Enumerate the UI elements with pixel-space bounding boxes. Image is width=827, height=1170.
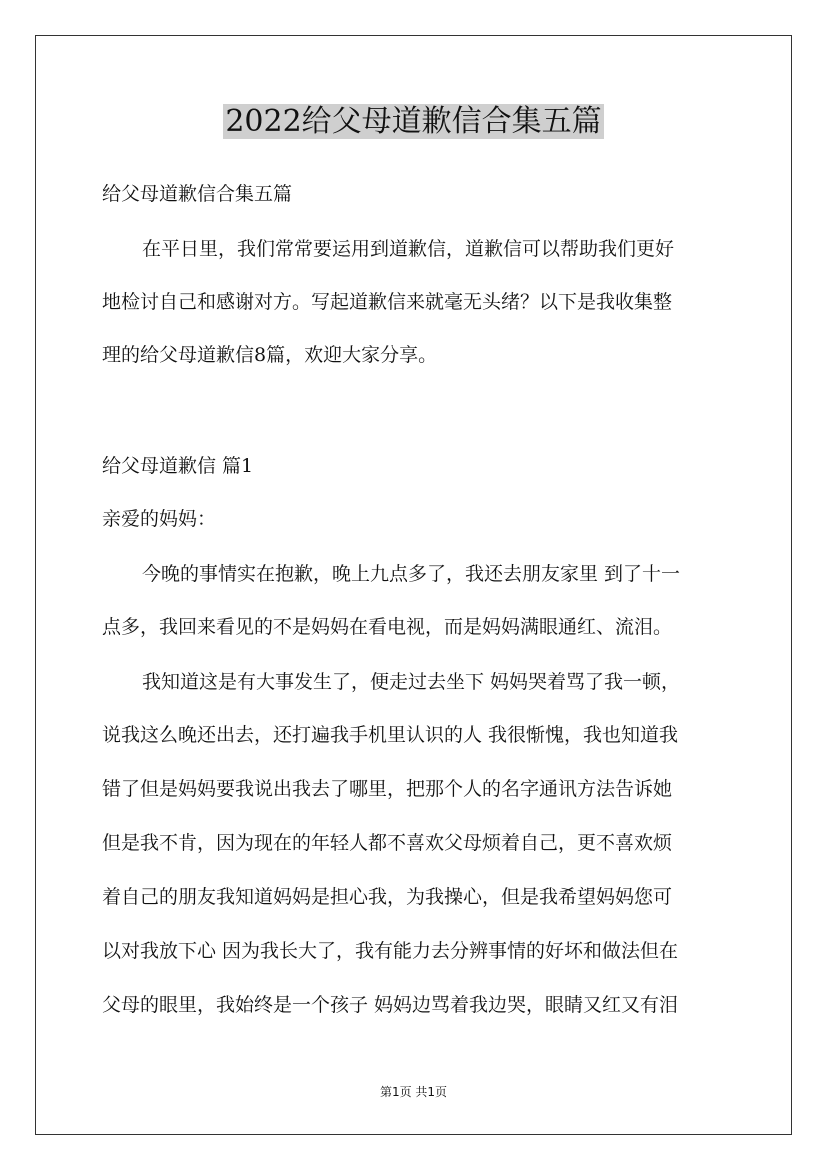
salutation: 亲爱的妈妈： (102, 508, 217, 530)
body-line-3: 我知道这是有大事发生了，便走过去坐下 妈妈哭着骂了我一顿， (142, 671, 681, 693)
body-line-8: 以对我放下心 因为我长大了，我有能力去分辨事情的好坏和做法但在 (102, 940, 679, 962)
document-title-text: 2022给父母道歉信合集五篇 (225, 104, 602, 139)
section-heading: 给父母道歉信 篇1 (102, 455, 254, 477)
body-line-6: 但是我不肯，因为现在的年轻人都不喜欢父母烦着自己，更不喜欢烦 (102, 832, 673, 854)
subtitle-line: 给父母道歉信合集五篇 (102, 183, 293, 205)
body-line-1: 今晚的事情实在抱歉，晚上九点多了，我还去朋友家里 到了十一 (142, 563, 681, 585)
page-footer: 第1页 共1页 (379, 1085, 448, 1099)
body-line-2: 点多，我回来看见的不是妈妈在看电视，而是妈妈满眼通红、流泪。 (102, 616, 673, 638)
document-title (0, 100, 827, 144)
body-line-4: 说我这么晚还出去，还打遍我手机里认识的人 我很惭愧，我也知道我 (102, 724, 679, 746)
intro-line-3: 理的给父母道歉信8篇，欢迎大家分享。 (102, 344, 438, 366)
intro-line-2: 地检讨自己和感谢对方。写起道歉信来就毫无头绪？以下是我收集整 (102, 291, 673, 313)
body-line-9: 父母的眼里，我始终是一个孩子 妈妈边骂着我边哭，眼睛又红又有泪 (102, 994, 679, 1016)
body-line-5: 错了但是妈妈要我说出我去了哪里，把那个人的名字通讯方法告诉她 (102, 778, 673, 800)
body-line-7: 着自己的朋友我知道妈妈是担心我，为我操心，但是我希望妈妈您可 (102, 886, 673, 908)
intro-line-1: 在平日里，我们常常要运用到道歉信，道歉信可以帮助我们更好 (142, 238, 675, 260)
